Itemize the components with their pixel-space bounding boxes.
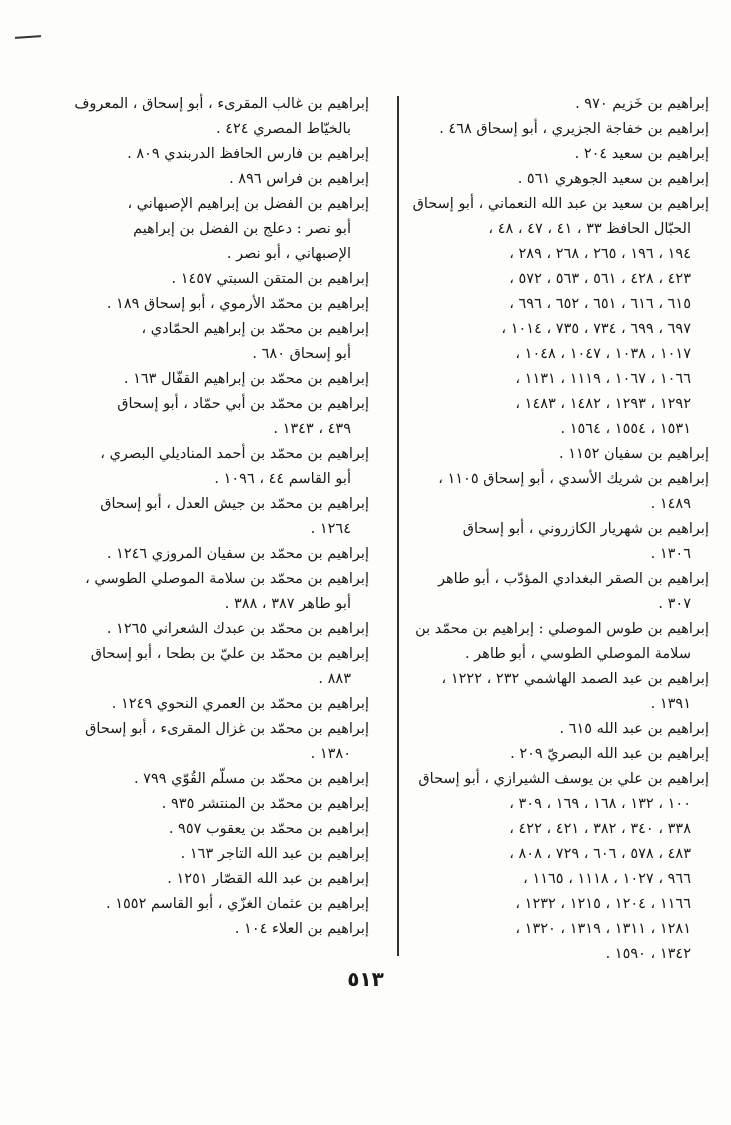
entry-continuation-line: أبو القاسم ٤٤ ، ١٠٩٦ . <box>214 471 351 487</box>
entry-heading-line: إبراهيم بن محمّد بن إبراهيم الحمّادي ، <box>141 321 369 337</box>
entry-heading-line: إبراهيم بن محمّد بن العمري النحوي ١٢٤٩ . <box>111 696 369 712</box>
column-divider <box>397 96 399 956</box>
entry-heading-line: إبراهيم بن عبد الله القصّار ١٢٥١ . <box>167 871 369 887</box>
entry-continuation-line: الحبّال الحافظ ٣٣ ، ٤١ ، ٤٧ ، ٤٨ ، <box>488 221 691 237</box>
index-entry <box>51 792 369 817</box>
index-entry <box>51 892 369 917</box>
index-entry <box>391 717 709 742</box>
entry-continuation-line: ١٤٨٩ . <box>650 496 691 512</box>
entry-continuation-line: ١٢٦٤ . <box>310 521 351 537</box>
entry-heading-line: إبراهيم بن الصقر البغدادي المؤدّب ، أبو طاهر <box>438 571 709 587</box>
entry-continuation-line: ٩٦٦ ، ١٠٢٧ ، ١١١٨ ، ١١٦٥ ، <box>523 871 691 887</box>
entry-heading-line: إبراهيم بن العلاء ١٠٤ . <box>234 921 369 937</box>
entry-heading-line: إبراهيم بن فارس الحافظ الدربندي ٨٠٩ . <box>127 146 369 162</box>
entry-continuation-line: ٨٨٣ . <box>318 671 351 687</box>
entry-continuation-line: ١٣٤٢ ، ١٥٩٠ . <box>605 946 691 962</box>
index-entry <box>51 692 369 717</box>
entry-heading-line: إبراهيم بن محمّد بن المنتشر ٩٣٥ . <box>161 796 369 812</box>
index-entry <box>51 617 369 642</box>
index-entry <box>51 192 369 267</box>
index-entry <box>391 742 709 767</box>
entry-heading-line: إبراهيم بن عبد الصمد الهاشمي ٢٣٢ ، ١٢٢٢ ، <box>441 671 709 687</box>
index-entry <box>391 517 709 567</box>
entry-continuation-line: ١١٦٦ ، ١٢٠٤ ، ١٢١٥ ، ١٢٣٢ ، <box>515 896 691 912</box>
entry-heading-line: إبراهيم بن محمّد بن عبدك الشعراني ١٢٦٥ . <box>106 621 369 637</box>
index-entry <box>391 92 709 117</box>
entry-continuation-line: ٤٢٣ ، ٤٢٨ ، ٥٦١ ، ٥٦٣ ، ٥٧٢ ، <box>509 271 691 287</box>
index-entry <box>51 367 369 392</box>
entry-continuation-line: ١٠١٧ ، ١٠٣٨ ، ١٠٤٧ ، ١٠٤٨ ، <box>515 346 691 362</box>
entry-continuation-line: سلامة الموصلي الطوسي ، أبو طاهر . <box>464 646 691 662</box>
index-entry <box>391 192 709 442</box>
index-entry <box>391 467 709 517</box>
entry-heading-line: إبراهيم بن محمّد بن غزال المقرىء ، أبو إسحاق <box>85 721 369 737</box>
entry-heading-line: إبراهيم بن خفاجة الجزيري ، أبو إسحاق ٤٦٨ . <box>439 121 709 137</box>
index-entry <box>391 767 709 967</box>
entry-continuation-line: ١٢٩٢ ، ١٢٩٣ ، ١٤٨٢ ، ١٤٨٣ ، <box>515 396 691 412</box>
entry-heading-line: إبراهيم بن عثمان الغزّي ، أبو القاسم ١٥٥٢ . <box>106 896 369 912</box>
entry-heading-line: إبراهيم بن محمّد بن مسلّم القُوّي ٧٩٩ . <box>133 771 369 787</box>
entry-heading-line: إبراهيم بن محمّد بن عليّ بن بطحا ، أبو إسحاق <box>90 646 369 662</box>
entry-heading-line: إبراهيم بن محمّد بن أحمد المناديلي البصري ، <box>100 446 369 462</box>
index-entry <box>51 842 369 867</box>
entry-continuation-line: ١٣٩١ . <box>650 696 691 712</box>
index-entry <box>391 667 709 717</box>
index-entry <box>51 767 369 792</box>
page-number: ٥١٣ <box>347 967 384 991</box>
entry-heading-line: إبراهيم بن سعيد الجوهري ٥٦١ . <box>517 171 709 187</box>
index-entry <box>51 867 369 892</box>
index-column-left <box>51 92 369 942</box>
entry-heading-line: إبراهيم بن محمّد بن جيش العدل ، أبو إسحاق <box>100 496 369 512</box>
index-entry <box>391 442 709 467</box>
index-entry <box>51 317 369 367</box>
index-entry <box>391 142 709 167</box>
index-entry <box>51 292 369 317</box>
entry-heading-line: إبراهيم بن طوس الموصلي : إبراهيم بن محمّد بن <box>415 621 709 637</box>
entry-continuation-line: أبو طاهر ٣٨٧ ، ٣٨٨ . <box>224 596 351 612</box>
entry-heading-line: إبراهيم بن عبد الله ٦١٥ . <box>559 721 709 737</box>
index-entry <box>51 392 369 442</box>
entry-heading-line: إبراهيم بن سعيد بن عبد الله النعماني ، أبو إسحاق <box>412 196 709 212</box>
index-entry <box>51 442 369 492</box>
entry-continuation-line: ١٩٤ ، ١٩٦ ، ٢٦٥ ، ٢٦٨ ، ٢٨٩ ، <box>509 246 691 262</box>
entry-continuation-line: ١٠٦٦ ، ١٠٦٧ ، ١١١٩ ، ١١٣١ ، <box>515 371 691 387</box>
entry-continuation-line: ٦١٥ ، ٦١٦ ، ٦٥١ ، ٦٥٢ ، ٦٩٦ ، <box>509 296 691 312</box>
entry-continuation-line: أبو إسحاق ٦٨٠ . <box>252 346 351 362</box>
entry-heading-line: إبراهيم بن سفيان ١١٥٢ . <box>559 446 709 462</box>
entry-heading-line: إبراهيم بن سعيد ٢٠٤ . <box>574 146 709 162</box>
entry-heading-line: إبراهيم بن الفضل بن إبراهيم الإصبهاني ، <box>127 196 369 212</box>
entry-continuation-line: ١٢٨١ ، ١٣١١ ، ١٣١٩ ، ١٣٢٠ ، <box>515 921 691 937</box>
entry-continuation-line: ١٠٠ ، ١٣٢ ، ١٦٨ ، ١٦٩ ، ٣٠٩ ، <box>509 796 691 812</box>
entry-heading-line: إبراهيم بن عبد الله التاجر ١٦٣ . <box>180 846 369 862</box>
entry-heading-line: إبراهيم بن محمّد الأرموي ، أبو إسحاق ١٨٩ . <box>106 296 369 312</box>
entry-continuation-line: أبو نصر : دعلج بن الفضل بن إبراهيم <box>133 221 351 237</box>
index-entry <box>51 642 369 692</box>
entry-continuation-line: ٤٨٣ ، ٥٧٨ ، ٦٠٦ ، ٧٢٩ ، ٨٠٨ ، <box>509 846 691 862</box>
entry-heading-line: إبراهيم بن المتقن السبتي ١٤٥٧ . <box>171 271 369 287</box>
entry-continuation-line: ١٣٠٦ . <box>650 546 691 562</box>
entry-heading-line: إبراهيم بن شريك الأسدي ، أبو إسحاق ١١٠٥ ، <box>438 471 709 487</box>
index-column-right <box>391 92 709 967</box>
entry-continuation-line: ١٥٣١ ، ١٥٥٤ ، ١٥٦٤ . <box>560 421 691 437</box>
index-entry <box>391 617 709 667</box>
entry-heading-line: إبراهيم بن عبد الله البصريّ ٢٠٩ . <box>510 746 709 762</box>
entry-heading-line: إبراهيم بن محمّد بن يعقوب ٩٥٧ . <box>168 821 369 837</box>
entry-heading-line: إبراهيم بن شهريار الكازروني ، أبو إسحاق <box>462 521 709 537</box>
index-entry <box>51 567 369 617</box>
entry-heading-line: إبراهيم بن محمّد بن سفيان المروزي ١٢٤٦ . <box>106 546 369 562</box>
index-entry <box>51 542 369 567</box>
entry-heading-line: إبراهيم بن فراس ٨٩٦ . <box>229 171 369 187</box>
entry-heading-line: إبراهيم بن غالب المقرىء ، أبو إسحاق ، المعروف <box>74 96 369 112</box>
entry-continuation-line: ٣٠٧ . <box>658 596 691 612</box>
entry-heading-line: إبراهيم بن محمّد بن سلامة الموصلي الطوسي ، <box>85 571 369 587</box>
index-entry <box>51 267 369 292</box>
index-entry <box>51 92 369 142</box>
index-entry <box>51 142 369 167</box>
entry-heading-line: إبراهيم بن محمّد بن أبي حمّاد ، أبو إسحاق <box>117 396 369 412</box>
index-entry <box>51 817 369 842</box>
index-entry <box>391 167 709 192</box>
entry-continuation-line: الإصبهاني ، أبو نصر . <box>226 246 351 262</box>
entry-continuation-line: ١٣٨٠ . <box>310 746 351 762</box>
index-entry <box>51 167 369 192</box>
index-entry <box>51 717 369 767</box>
entry-heading-line: إبراهيم بن محمّد بن إبراهيم القفّال ١٦٣ . <box>123 371 369 387</box>
index-entry <box>391 567 709 617</box>
entry-continuation-line: ٦٩٧ ، ٦٩٩ ، ٧٣٤ ، ٧٣٥ ، ١٠١٤ ، <box>501 321 691 337</box>
entry-continuation-line: ٣٣٨ ، ٣٤٠ ، ٣٨٢ ، ٤٢١ ، ٤٢٢ ، <box>509 821 691 837</box>
entry-heading-line: إبراهيم بن خَزيم ٩٧٠ . <box>575 96 709 112</box>
index-entry <box>51 917 369 942</box>
index-entry <box>391 117 709 142</box>
entry-continuation-line: بالخيّاط المصري ٤٢٤ . <box>216 121 351 137</box>
index-entry <box>51 492 369 542</box>
entry-continuation-line: ٤٣٩ ، ١٣٤٣ . <box>273 421 351 437</box>
entry-heading-line: إبراهيم بن علي بن يوسف الشيرازي ، أبو إسحاق <box>418 771 709 787</box>
